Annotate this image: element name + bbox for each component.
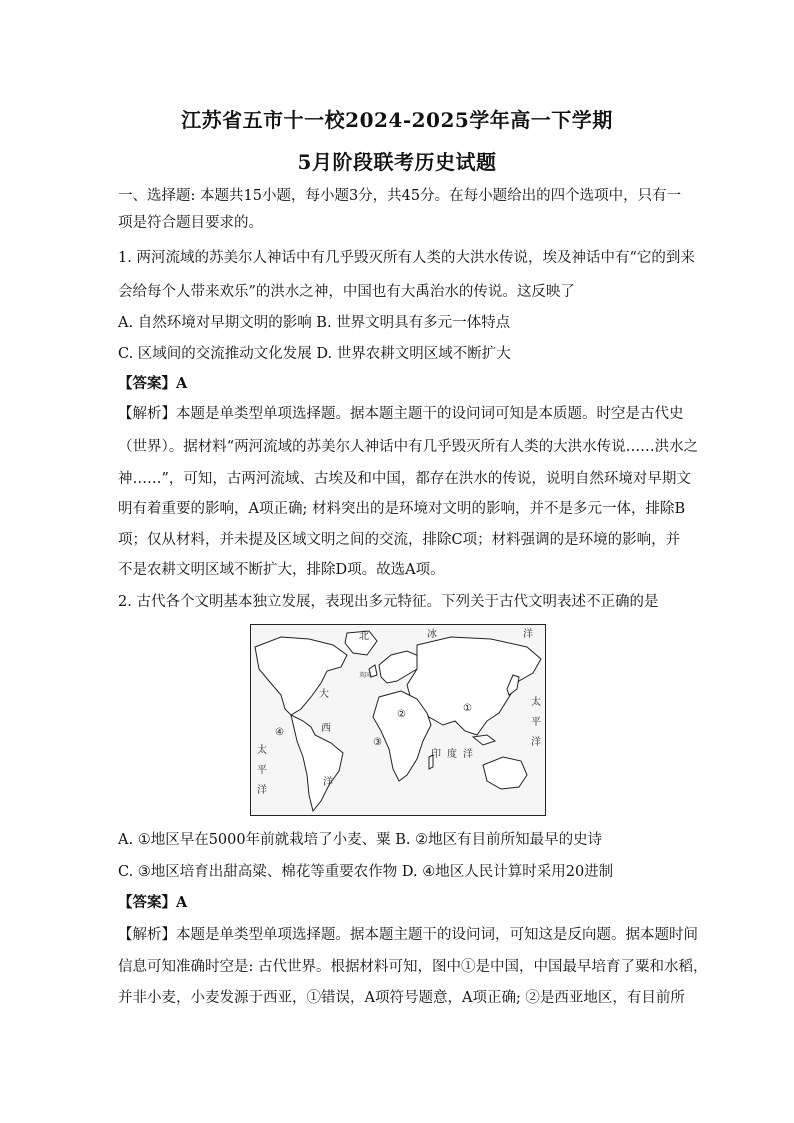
map-label: 度	[447, 749, 457, 760]
map-label: 太	[257, 745, 267, 756]
map-label: 印	[431, 749, 441, 760]
question-2-analysis: 【解析】本题是单类型单项选择题。据本题主题干的设问词，可知这是反向题。据本题时间	[118, 927, 698, 943]
question-2-options-cd: C. ③地区培育出甜高粱、棉花等重要农作物 D. ④地区人民计算时采用20进制	[118, 864, 614, 880]
question-1-analysis: 神……”，可知，古两河流域、古埃及和中国，都存在洪水的传说，说明自然环境对早期文	[118, 471, 691, 487]
map-label-uk: 英国	[359, 672, 372, 679]
marker-2: ②	[397, 709, 406, 720]
doc-title-line2: 5月阶段联考历史试题	[297, 150, 497, 174]
question-1-stem-cont: 会给每个人带来欢乐”的洪水之神，中国也有大禹治水的传说。这反映了	[118, 284, 575, 300]
map-label: 北	[359, 631, 369, 642]
marker-1: ①	[463, 703, 472, 714]
map-label: 太	[531, 697, 541, 708]
map-label: 洋	[531, 737, 541, 748]
question-1-stem: 1. 两河流域的苏美尔人神话中有几乎毁灭所有人类的大洪水传说，埃及神话中有“它的到来	[118, 250, 695, 266]
question-1-answer: 【答案】A	[118, 375, 188, 392]
world-map-figure	[250, 624, 546, 816]
question-2-options-ab: A. ①地区早在5000年前就栽培了小麦、粟 B. ②地区有目前所知最早的史诗	[118, 832, 603, 848]
section-heading: 一、选择题: 本题共15小题，每小题3分，共45分。在每小题给出的四个选项中，只有一	[118, 188, 682, 204]
map-label: 洋	[523, 629, 533, 640]
map-label: 平	[531, 717, 541, 728]
question-1-analysis: 【解析】本题是单类型单项选择题。据本题主题干的设问词可知是本质题。时空是古代史	[118, 406, 684, 422]
question-2-answer: 【答案】A	[118, 894, 188, 911]
question-2-analysis: 并非小麦，小麦发源于西亚，①错误，A项符号题意，A项正确; ②是西亚地区，有目前所	[118, 990, 685, 1006]
marker-3: ③	[373, 737, 382, 748]
question-1-analysis: 不是农耕文明区域不断扩大，排除D项。故选A项。	[118, 562, 445, 578]
section-heading-cont: 项是符合题目要求的。	[118, 215, 263, 231]
map-label: 平	[257, 765, 267, 776]
map-label: 大	[319, 689, 329, 700]
question-1-analysis: 明有着重要的影响，A项正确; 材料突出的是环境对文明的影响，并不是多元一体，排除B	[118, 501, 686, 517]
question-1-analysis: （世界）。据材料“两河流域的苏美尔人神话中有几乎毁灭所有人类的大洪水传说……洪水之	[118, 439, 699, 455]
map-label: 西	[321, 723, 331, 734]
question-2-stem: 2. 古代各个文明基本独立发展，表现出多元特征。下列关于古代文明表述不正确的是	[118, 594, 659, 610]
map-label: 洋	[463, 749, 473, 760]
map-label: 洋	[323, 777, 333, 788]
question-1-options-cd: C. 区域间的交流推动文化发展 D. 世界农耕文明区域不断扩大	[118, 346, 511, 362]
marker-4: ④	[275, 727, 284, 738]
map-label: 洋	[257, 785, 267, 796]
question-2-analysis: 信息可知准确时空是: 古代世界。根据材料可知，图中①是中国，中国最早培育了粟和水稻，	[118, 959, 708, 975]
doc-title-line1: 江苏省五市十一校2024-2025学年高一下学期	[181, 108, 613, 132]
question-1-options-ab: A. 自然环境对早期文明的影响 B. 世界文明具有多元一体特点	[118, 315, 511, 331]
map-label: 冰	[427, 629, 437, 640]
question-1-analysis: 项；仅从材料，并未提及区域文明之间的交流，排除C项；材料强调的是环境的影响，并	[118, 532, 681, 548]
